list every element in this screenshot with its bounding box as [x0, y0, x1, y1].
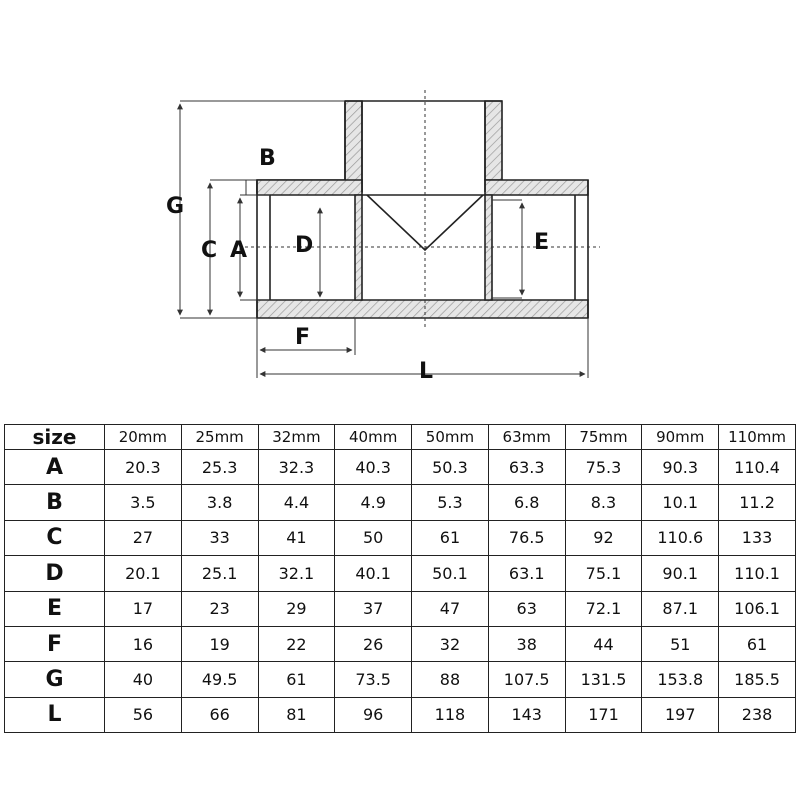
label-f: F: [295, 325, 311, 350]
pipe-walls: [257, 101, 588, 318]
label-a: A: [230, 238, 248, 263]
table-cell: 171: [565, 697, 642, 732]
table-cell: 197: [642, 697, 719, 732]
table-cell: 96: [335, 697, 412, 732]
row-label: E: [5, 591, 105, 626]
table-row: [5, 556, 796, 591]
table-cell: 63: [488, 591, 565, 626]
table-cell: 32.1: [258, 556, 335, 591]
table-cell: 73.5: [335, 662, 412, 697]
table-cell: 56: [105, 697, 182, 732]
table-cell: 6.8: [488, 485, 565, 520]
table-cell: 25.3: [181, 450, 258, 485]
column-header: 20mm: [105, 425, 182, 450]
table-cell: 61: [258, 662, 335, 697]
table-cell: 29: [258, 591, 335, 626]
table-cell: 63.1: [488, 556, 565, 591]
table-row: [5, 662, 796, 697]
table-cell: 41: [258, 520, 335, 555]
table-cell: 153.8: [642, 662, 719, 697]
table-cell: 50.1: [412, 556, 489, 591]
table-row: [5, 591, 796, 626]
table-cell: 110.4: [719, 450, 796, 485]
table-cell: 44: [565, 626, 642, 661]
table-cell: 131.5: [565, 662, 642, 697]
row-label: A: [5, 450, 105, 485]
table-cell: 76.5: [488, 520, 565, 555]
row-label: B: [5, 485, 105, 520]
column-header: 40mm: [335, 425, 412, 450]
table-cell: 3.8: [181, 485, 258, 520]
table-cell: 110.1: [719, 556, 796, 591]
label-e: E: [534, 230, 550, 255]
label-b: B: [259, 146, 276, 171]
table-cell: 143: [488, 697, 565, 732]
column-header: 63mm: [488, 425, 565, 450]
table-cell: 38: [488, 626, 565, 661]
table-body: [5, 450, 796, 733]
table-cell: 16: [105, 626, 182, 661]
pipe-outlines: [257, 101, 588, 318]
table-cell: 22: [258, 626, 335, 661]
table-cell: 51: [642, 626, 719, 661]
column-header: 75mm: [565, 425, 642, 450]
label-c: C: [201, 238, 218, 263]
table-cell: 17: [105, 591, 182, 626]
table-cell: 75.3: [565, 450, 642, 485]
dimension-spec-table: [4, 424, 796, 733]
table-cell: 61: [412, 520, 489, 555]
table-cell: 61: [719, 626, 796, 661]
table-cell: 92: [565, 520, 642, 555]
table-cell: 19: [181, 626, 258, 661]
table-cell: 238: [719, 697, 796, 732]
column-header: 90mm: [642, 425, 719, 450]
column-header: 25mm: [181, 425, 258, 450]
table-cell: 88: [412, 662, 489, 697]
table-row: [5, 485, 796, 520]
table-cell: 23: [181, 591, 258, 626]
table-cell: 32: [412, 626, 489, 661]
table-cell: 27: [105, 520, 182, 555]
column-header: 110mm: [719, 425, 796, 450]
table-cell: 25.1: [181, 556, 258, 591]
table-header-row: [5, 425, 796, 450]
table-cell: 90.1: [642, 556, 719, 591]
table-cell: 40: [105, 662, 182, 697]
table-cell: 90.3: [642, 450, 719, 485]
table-cell: 50.3: [412, 450, 489, 485]
table-cell: 185.5: [719, 662, 796, 697]
table-cell: 133: [719, 520, 796, 555]
row-label: L: [5, 697, 105, 732]
label-l: L: [419, 359, 434, 384]
table-cell: 32.3: [258, 450, 335, 485]
centre-lines: [245, 90, 600, 330]
table-cell: 107.5: [488, 662, 565, 697]
table-cell: 106.1: [719, 591, 796, 626]
row-label: C: [5, 520, 105, 555]
table-cell: 40.1: [335, 556, 412, 591]
table-cell: 4.4: [258, 485, 335, 520]
table-cell: 63.3: [488, 450, 565, 485]
table-cell: 4.9: [335, 485, 412, 520]
table-cell: 20.3: [105, 450, 182, 485]
row-label: D: [5, 556, 105, 591]
table-row: [5, 450, 796, 485]
table-cell: 87.1: [642, 591, 719, 626]
table-cell: 37: [335, 591, 412, 626]
row-label: G: [5, 662, 105, 697]
table-cell: 33: [181, 520, 258, 555]
label-d: D: [295, 233, 314, 258]
table-cell: 20.1: [105, 556, 182, 591]
table-row: [5, 520, 796, 555]
table-cell: 72.1: [565, 591, 642, 626]
row-label: F: [5, 626, 105, 661]
column-header: 32mm: [258, 425, 335, 450]
column-header: 50mm: [412, 425, 489, 450]
table-cell: 75.1: [565, 556, 642, 591]
table-cell: 66: [181, 697, 258, 732]
table-cell: 5.3: [412, 485, 489, 520]
table-cell: 118: [412, 697, 489, 732]
table-row: [5, 697, 796, 732]
table-cell: 110.6: [642, 520, 719, 555]
table-cell: 50: [335, 520, 412, 555]
table-row: [5, 626, 796, 661]
table-cell: 49.5: [181, 662, 258, 697]
table-cell: 8.3: [565, 485, 642, 520]
table-cell: 40.3: [335, 450, 412, 485]
table-cell: 11.2: [719, 485, 796, 520]
label-g: G: [166, 194, 185, 219]
size-header: size: [5, 425, 105, 450]
table-cell: 3.5: [105, 485, 182, 520]
table-cell: 81: [258, 697, 335, 732]
table-cell: 10.1: [642, 485, 719, 520]
table-cell: 47: [412, 591, 489, 626]
table-cell: 26: [335, 626, 412, 661]
